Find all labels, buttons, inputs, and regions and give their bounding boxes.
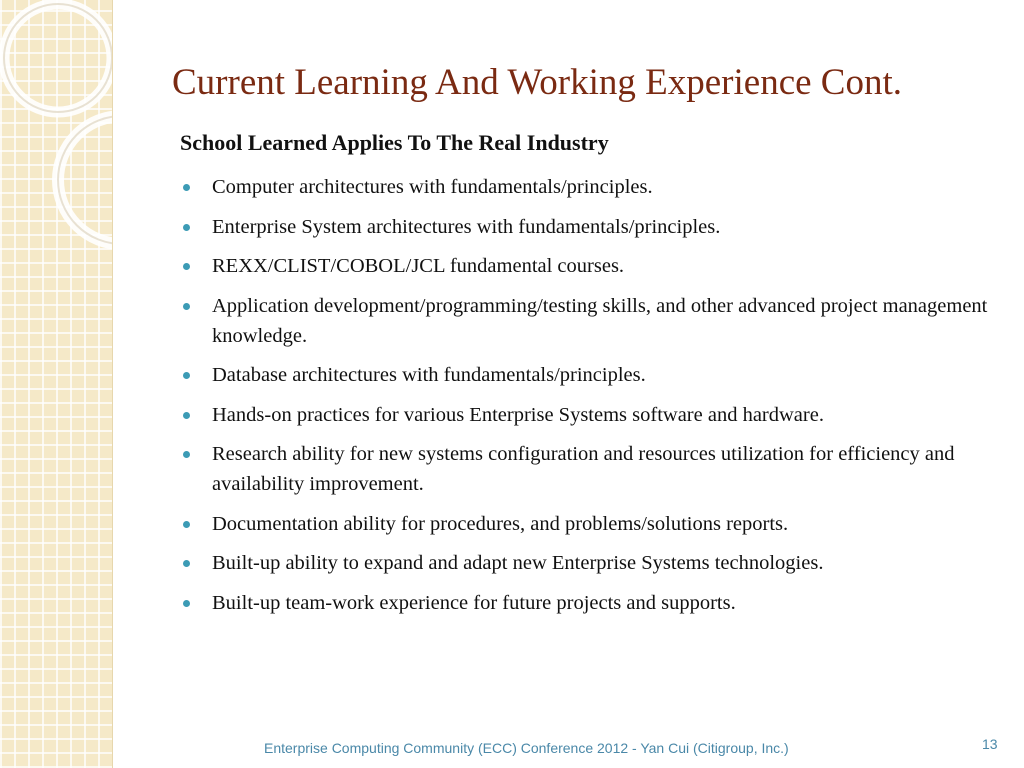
- bullet-item: [180, 212, 1000, 242]
- bullet-dot-icon: [183, 521, 190, 528]
- bullet-dot-icon: [183, 303, 190, 310]
- bullet-text: Built-up ability to expand and adapt new Enterprise Systems technologies.: [212, 552, 824, 574]
- decorative-side-panel: [0, 0, 113, 768]
- bullet-text: Hands-on practices for various Enterprise Systems software and hardware.: [212, 403, 824, 426]
- bullet-item: [180, 548, 1000, 578]
- bullet-text: Computer architectures with fundamentals/principles.: [212, 176, 653, 198]
- bullet-item: [180, 588, 1000, 618]
- bullet-text: Application development/programming/testing skills, and other advanced project management knowledge.: [212, 294, 988, 347]
- bullet-dot-icon: [183, 184, 190, 191]
- section-subheading: School Learned Applies To The Real Industry: [180, 130, 609, 155]
- bullet-list: [180, 172, 1000, 627]
- bullet-dot-icon: [183, 224, 190, 231]
- slide-title: Current Learning And Working Experience Cont.: [172, 62, 902, 103]
- bullet-item: [180, 439, 1000, 499]
- bullet-text: Documentation ability for procedures, and problems/solutions reports.: [212, 512, 789, 535]
- bullet-dot-icon: [183, 560, 190, 567]
- bullet-item: [180, 251, 1000, 281]
- bullet-dot-icon: [183, 263, 190, 270]
- bullet-dot-icon: [183, 600, 190, 607]
- bullet-item: [180, 360, 1000, 390]
- bullet-text: Enterprise System architectures with fundamentals/principles.: [212, 215, 721, 238]
- page-number: 13: [982, 736, 998, 752]
- bullet-dot-icon: [183, 451, 190, 458]
- bullet-text: Built-up team-work experience for future projects and supports.: [212, 591, 736, 614]
- bullet-text: Database architectures with fundamentals/principles.: [212, 364, 646, 386]
- bullet-item: [180, 172, 1000, 202]
- bullet-item: [180, 291, 1000, 351]
- bullet-dot-icon: [183, 372, 190, 379]
- decorative-rings-graphic: [0, 0, 112, 768]
- bullet-dot-icon: [183, 412, 190, 419]
- bullet-item: [180, 400, 1000, 430]
- slide-footer: Enterprise Computing Community (ECC) Conference 2012 - Yan Cui (Citigroup, Inc.): [264, 740, 789, 756]
- bullet-text: Research ability for new systems configuration and resources utilization for efficiency and availability improvement.: [212, 443, 955, 495]
- bullet-text: REXX/CLIST/COBOL/JCL fundamental courses.: [212, 255, 625, 277]
- bullet-item: [180, 509, 1000, 539]
